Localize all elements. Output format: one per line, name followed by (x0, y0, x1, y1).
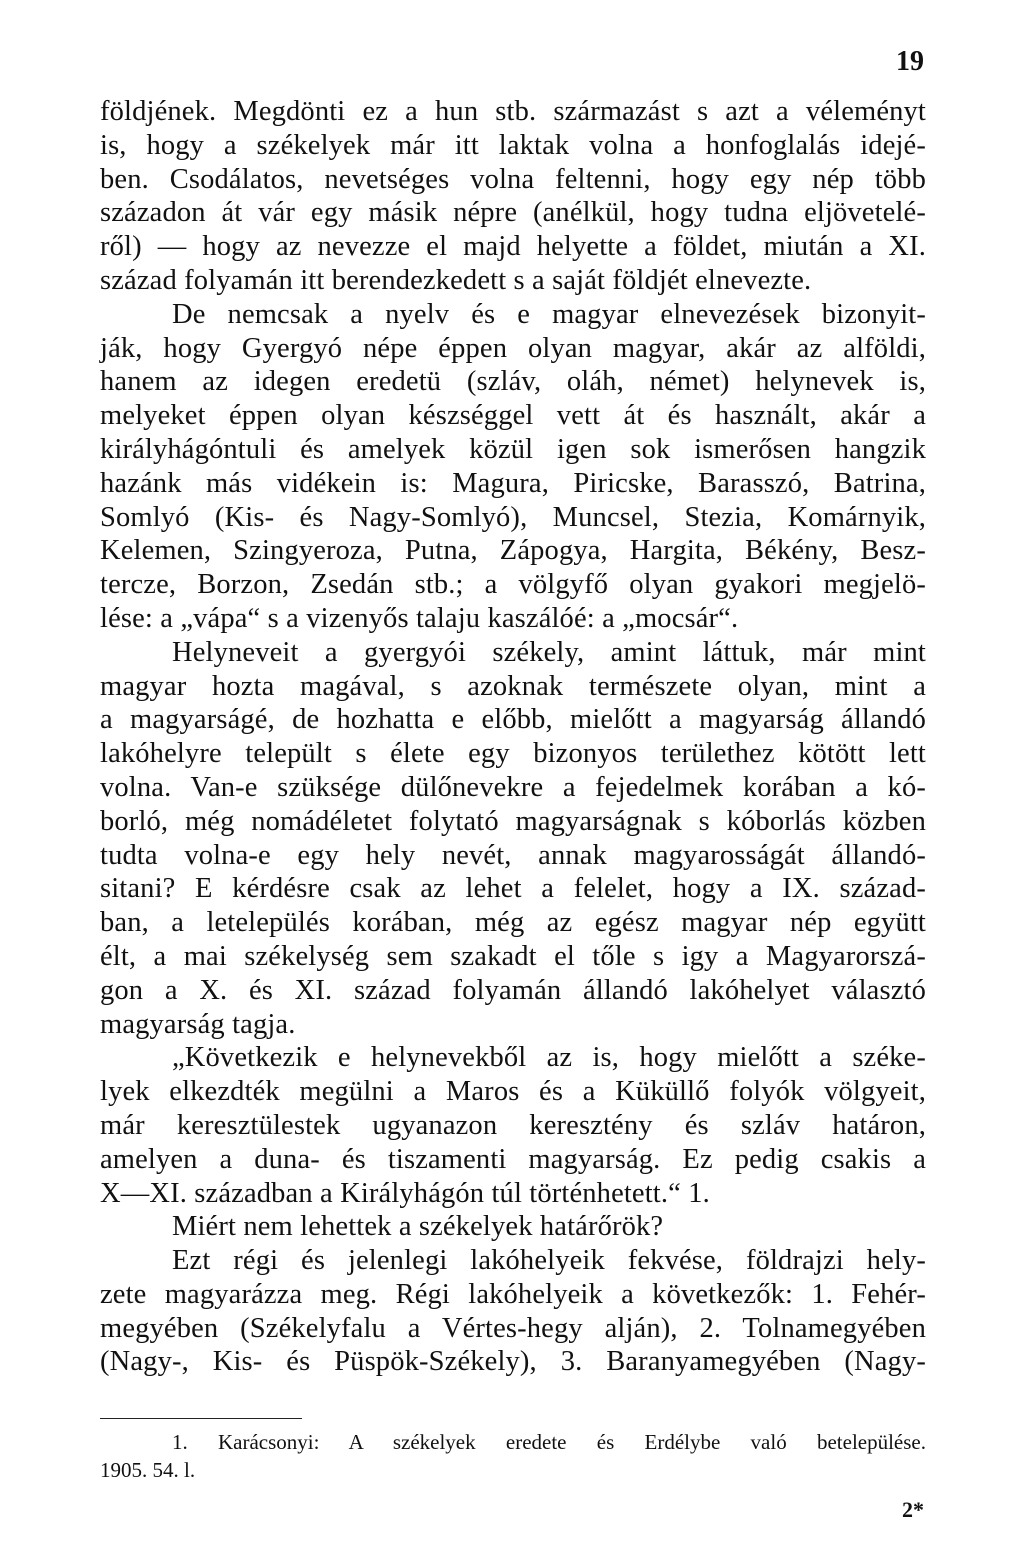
text-line: melyeket éppen olyan készséggel vett át és használt, akár a (100, 400, 926, 432)
text-line: század folyamán itt berendezkedett s a saját földjét elnevezte. (100, 264, 812, 296)
text-line: ről) — hogy az nevezze el majd helyette a földet, miután a XI. (100, 231, 926, 263)
text-line: lakóhelyre települt s élete egy bizonyos területhez kötött lett (100, 738, 926, 770)
text-line: magyarság tagja. (100, 1008, 296, 1040)
text-line: királyhágóntuli és amelyek közül igen sok ismerősen hangzik (100, 433, 926, 465)
text-line: volna. Van-e szüksége dülőnevekre a fejedelmek korában a kó- (100, 771, 926, 803)
text-line: De nemcsak a nyelv és e magyar elnevezések bizonyit- (172, 298, 926, 330)
text-line: hanem az idegen eredetü (szláv, oláh, német) helynevek is, (100, 366, 926, 398)
text-line: lyek elkezdték megülni a Maros és a Küküllő folyók völgyeit, (100, 1076, 926, 1108)
text-line: századon át vár egy másik népre (anélkül, hogy tudna eljövetelé- (100, 197, 926, 229)
text-line: ják, hogy Gyergyó népe éppen olyan magyar, akár az alföldi, (100, 332, 926, 364)
text-line: tercze, Borzon, Zsedán stb.; a völgyfő olyan gyakori megjelö- (100, 569, 926, 601)
text-line: X—XI. században a Királyhágón túl történhetett.“ 1. (100, 1177, 710, 1209)
text-line: gon a X. és XI. század folyamán állandó lakóhelyet választó (100, 974, 926, 1006)
printer-signature-mark: 2* (902, 1497, 924, 1522)
text-line: Miért nem lehettek a székelyek határőrök? (172, 1211, 664, 1243)
footnote-line: 1905. 54. l. (100, 1458, 196, 1482)
footnote-divider (100, 1418, 302, 1419)
text-line: a magyarságé, de hozhatta e előbb, mielőtt a magyarság állandó (100, 704, 926, 736)
text-line: is, hogy a székelyek már itt laktak volna a honfoglalás idejé- (100, 129, 926, 161)
page-number: 19 (896, 46, 924, 77)
text-line: Somlyó (Kis- és Nagy-Somlyó), Muncsel, Stezia, Komárnyik, (100, 501, 926, 533)
text-line: már keresztülestek ugyanazon keresztény és szláv határon, (100, 1109, 926, 1141)
text-line: tudta volna-e egy hely nevét, annak magyarosságát állandó- (100, 839, 926, 871)
text-line: lése: a „vápa“ s a vizenyős talaju kaszálóé: a „mocsár“. (100, 602, 739, 634)
footnotes (100, 1428, 926, 1484)
text-line: élt, a mai székelység sem szakadt el tőle s igy a Magyarorszá- (100, 940, 926, 972)
text-line: ban, a letelepülés korában, még az egész magyar nép együtt (100, 907, 926, 939)
text-line: hazánk más vidékein is: Magura, Piricske, Barasszó, Batrina, (100, 467, 926, 499)
text-line: „Következik e helynevekből az is, hogy mielőtt a széke- (172, 1042, 926, 1074)
text-line: magyar hozta magával, s azoknak természete olyan, mint a (100, 670, 926, 702)
text-line: amelyen a duna- és tiszamenti magyarság. Ez pedig csakis a (100, 1143, 926, 1175)
text-line: Kelemen, Szingyeroza, Putna, Zápogya, Hargita, Békény, Besz- (100, 535, 926, 567)
text-line: földjének. Megdönti ez a hun stb. származást s azt a véleményt (100, 96, 926, 127)
footnote-line: 1. Karácsonyi: A székelyek eredete és Erdélybe való betelepülése. (172, 1430, 926, 1454)
text-line: Helyneveit a gyergyói székely, amint láttuk, már mint (172, 636, 926, 668)
text-line: borló, még nomádéletet folytató magyarságnak s kóborlás közben (100, 805, 926, 837)
text-line: megyében (Székelyfalu a Vértes-hegy alján), 2. Tolnamegyében (100, 1312, 926, 1344)
text-line: Ezt régi és jelenlegi lakóhelyeik fekvése, földrajzi hely- (172, 1245, 926, 1277)
text-line: sitani? E kérdésre csak az lehet a felelet, hogy a IX. század- (100, 873, 926, 905)
text-line: ben. Csodálatos, nevetséges volna feltenni, hogy egy nép több (100, 163, 926, 195)
text-line: (Nagy-, Kis- és Püspök-Székely), 3. Baranyamegyében (Nagy- (100, 1346, 926, 1378)
body-text (100, 95, 926, 1379)
text-line: zete magyarázza meg. Régi lakóhelyeik a következők: 1. Fehér- (100, 1278, 926, 1310)
